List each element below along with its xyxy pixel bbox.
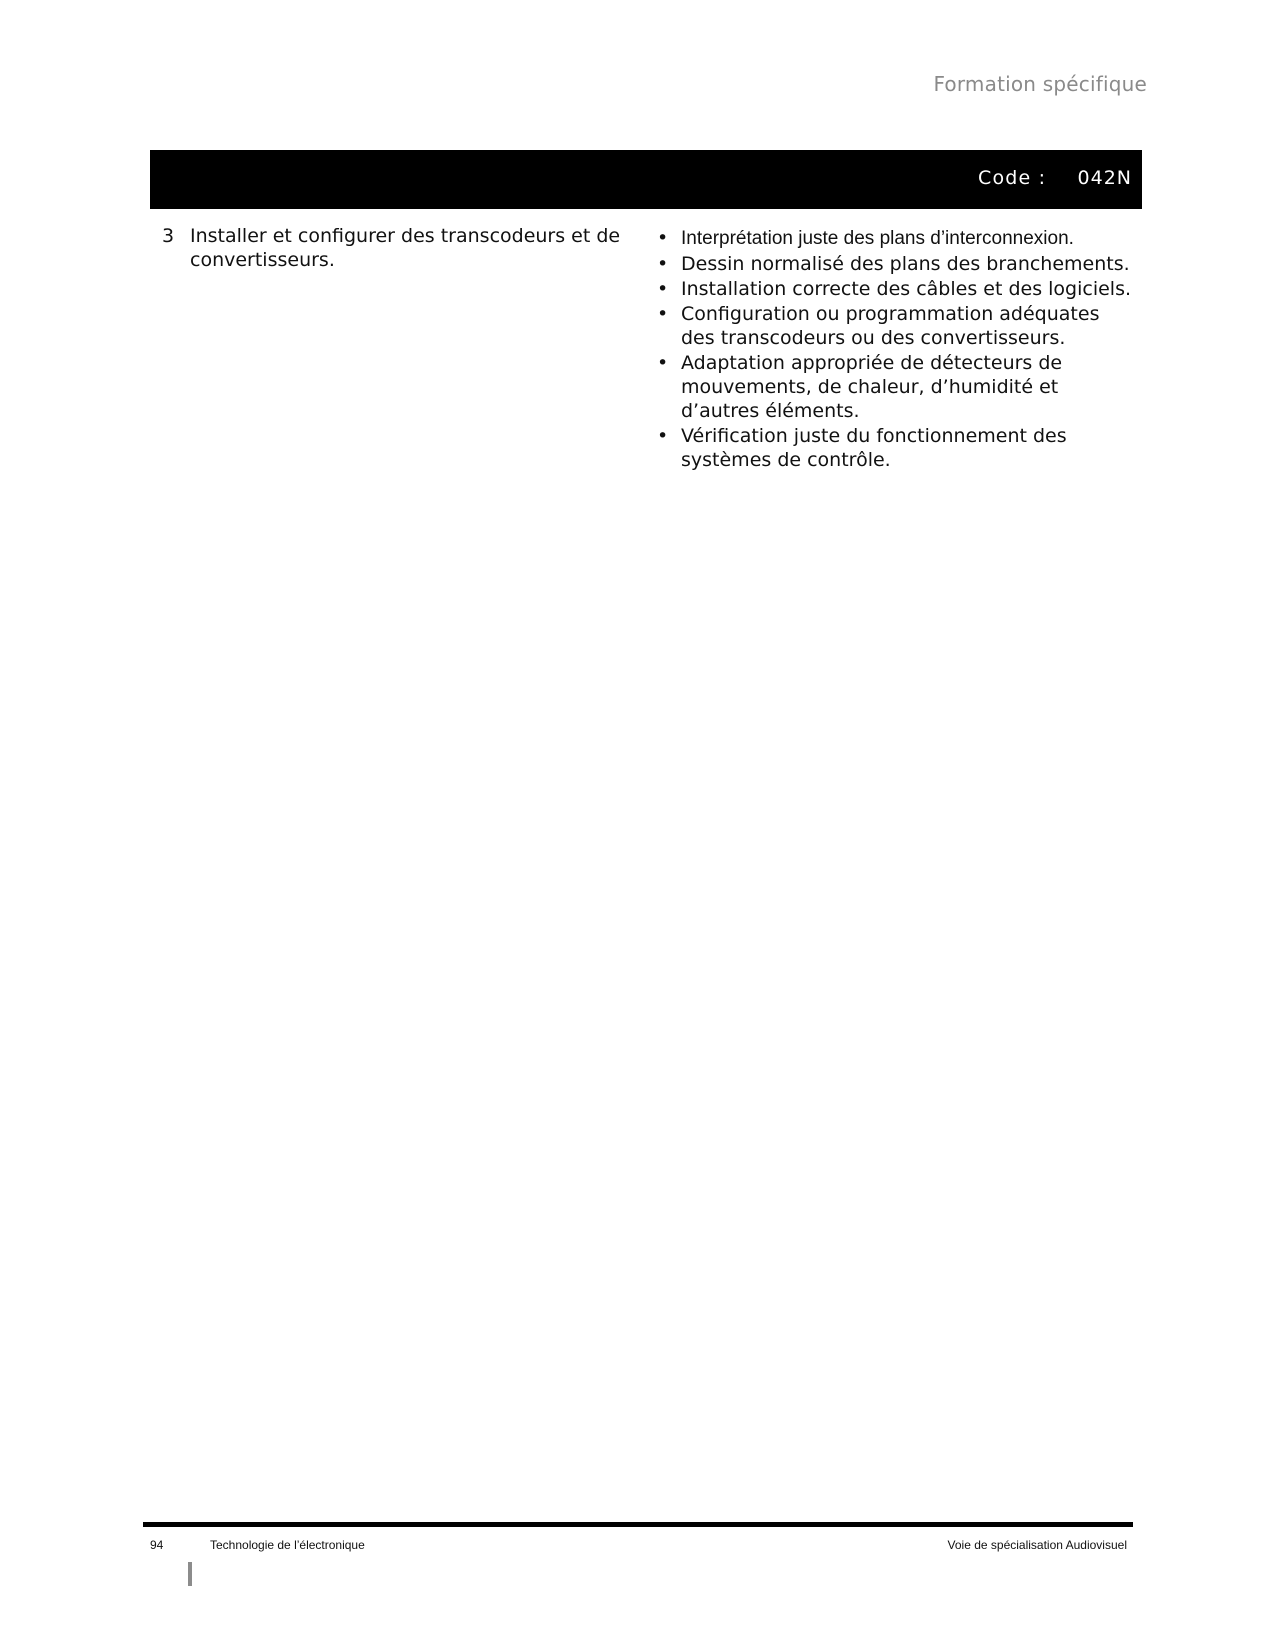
bullet-icon: • — [657, 227, 669, 249]
criteria-text: Adaptation appropriée de détecteurs de mouvements, de chaleur, d’humidité et d’autres éléments. — [681, 352, 1063, 422]
competency-text: Installer et configurer des transcodeurs et de convertisseurs. — [190, 225, 621, 271]
code-value: 042N — [1077, 167, 1132, 189]
criteria-item — [657, 226, 1135, 251]
running-header: Formation spécifique — [933, 72, 1147, 96]
criteria-item — [657, 351, 1135, 423]
code-label: Code : — [978, 167, 1047, 189]
criteria-text: Installation correcte des câbles et des logiciels. — [681, 278, 1132, 300]
criteria-text: Configuration ou programmation adéquates des transcodeurs ou des convertisseurs. — [681, 303, 1100, 349]
bullet-icon: • — [657, 352, 669, 374]
criteria-item — [657, 302, 1135, 350]
criteria-text: Interprétation juste des plans d’interconnexion. — [681, 228, 1074, 249]
footer-track: Voie de spécialisation Audiovisuel — [947, 1538, 1127, 1552]
criteria-item — [657, 277, 1135, 301]
criteria-text: Vérification juste du fonctionnement des systèmes de contrôle. — [681, 425, 1067, 471]
bullet-icon: • — [657, 253, 669, 275]
criteria-item — [657, 252, 1135, 276]
criteria-item — [657, 424, 1135, 472]
bullet-icon: • — [657, 425, 669, 447]
performance-criteria-list — [657, 226, 1135, 473]
footer-rule — [143, 1522, 1133, 1527]
footer-program-title: Technologie de l’électronique — [210, 1538, 365, 1552]
competency-number: 3 — [162, 225, 175, 247]
code-bar — [150, 150, 1142, 209]
competency-statement — [162, 224, 632, 272]
bullet-icon: • — [657, 278, 669, 300]
revision-bar — [188, 1562, 192, 1586]
criteria-text: Dessin normalisé des plans des branchements. — [681, 253, 1130, 275]
page-number: 94 — [150, 1538, 164, 1552]
bullet-icon: • — [657, 303, 669, 325]
